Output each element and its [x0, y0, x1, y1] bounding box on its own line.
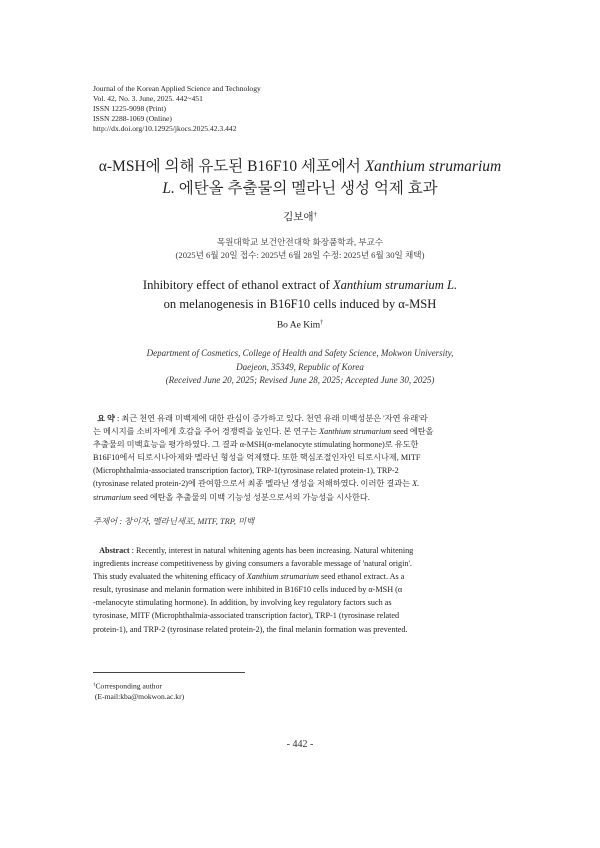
page-number: - 442 - [286, 739, 314, 750]
journal-info [93, 84, 261, 134]
english-abstract [93, 544, 505, 636]
korean-title-species-suffix: L. [162, 180, 175, 197]
english-author [0, 320, 600, 330]
english-title-text-2: on melanogenesis in B16F10 cells induced by α-MSH [163, 297, 437, 311]
english-abstract-line: protein-1), and TRP-2 (tyrosinase related protein-2), the final melanin formation was prevented. [93, 624, 408, 634]
korean-title-text-2: 에탄올 추출물의 멜라닌 생성 억제 효과 [174, 180, 438, 197]
english-author-mark: † [320, 320, 324, 326]
english-dates: (Received June 20, 2025; Revised June 28, 2025; Accepted June 30, 2025) [165, 375, 435, 385]
korean-abstract-line: seed 에탄올 [391, 427, 434, 437]
korean-abstract-species: Xanthium strumarium [319, 427, 392, 437]
journal-issn-print: ISSN 1225-9098 (Print) [93, 104, 166, 113]
english-affiliation-1: Department of Cosmetics, College of Health and Safety Science, Mokwon University, [146, 348, 454, 358]
korean-abstract-label: 요 약 [97, 414, 115, 423]
english-abstract-line: ingredients increase competitiveness by giving consumers a favorable message of 'natural origin'. [93, 559, 412, 569]
english-abstract-line: -melanocyte stimulating hormone). In addition, by involving key regulatory factors such as [93, 598, 392, 608]
english-abstract-species: Xanthium strumarium [246, 572, 319, 582]
korean-abstract-line: seed 에탄올 추출물의 미백 기능성 성분으로서의 가능성을 시사한다. [131, 492, 370, 502]
korean-abstract-line: (tyrosinase related protein-2)에 관여함으로서 최종 멜라닌 생성을 저해하였다. 이러한 결과는 [93, 479, 413, 489]
english-author-name: Bo Ae Kim [276, 320, 321, 331]
korean-keywords: 주제어 : 창이자, 멜라닌세포, MITF, TRP, 미백 [93, 517, 255, 526]
korean-dates: (2025년 6월 20일 접수: 2025년 6월 28일 수정: 2025년 6월 30일 채택) [175, 250, 425, 260]
journal-name: Journal of the Korean Applied Science and Technology [93, 84, 261, 93]
korean-affiliation: 목원대학교 보건안전대학 화장품학과, 부교수 [216, 237, 384, 247]
footnote-divider [93, 672, 245, 673]
journal-issn-online: ISSN 2288-1069 (Online) [93, 114, 172, 123]
korean-abstract-species: X. [412, 479, 420, 489]
korean-abstract-line: 는 메시지를 소비자에게 호감을 주어 경쟁력을 높인다. 본 연구는 [93, 427, 320, 437]
footnote-mark: † [93, 683, 96, 688]
footnote [93, 681, 184, 703]
korean-abstract-line: B16F10에서 티로시나아제와 멜라닌 형성을 억제했다. 또한 핵심조절인자인 티로시나제, MITF [93, 453, 421, 463]
english-abstract-label: Abstract [99, 546, 130, 555]
korean-abstract-line: 추출물의 미백효능을 평가하였다. 그 결과 α-MSH(α-melanocyte stimulating hormone)로 유도한 [93, 440, 419, 450]
korean-title-species: Xanthium strumarium [364, 158, 502, 175]
korean-author [0, 209, 600, 224]
english-abstract-line: This study evaluated the whitening efficacy of [93, 572, 247, 582]
footnote-email[interactable]: (E-mail:kba@mokwon.ac.kr) [94, 692, 185, 702]
footnote-label: Corresponding author [95, 681, 162, 691]
english-title-species: Xanthium strumarium L. [332, 278, 458, 292]
korean-abstract [93, 412, 505, 504]
korean-abstract-line: (Microphthalmia-associated transcription factor), TRP-1(tyrosinase related protein-1), TRP-2 [93, 466, 399, 476]
korean-author-name: 김보애 [283, 212, 314, 223]
korean-title-text-1: α-MSH에 의해 유도된 B16F10 세포에서 [98, 158, 365, 175]
english-abstract-line: seed ethanol extract. As a [318, 572, 405, 582]
korean-abstract-separator: : [114, 414, 122, 423]
korean-abstract-line: 최근 천연 유래 미백제에 대한 관심이 증가하고 있다. 천연 유래 미백성분은 '자연 유래'라 [121, 414, 428, 423]
korean-title [60, 156, 540, 200]
english-affiliation-block [0, 347, 600, 388]
journal-doi[interactable]: http://dx.doi.org/10.12925/jkocs.2025.42.3.442 [93, 124, 237, 133]
english-title [60, 276, 540, 314]
english-abstract-line: result, tyrosinase and melanin formation were inhibited in B16F10 cells induced by α-MSH (α [93, 585, 403, 595]
korean-author-mark: † [313, 211, 317, 219]
korean-affiliation-block [0, 236, 600, 262]
korean-abstract-species: strumarium [93, 492, 132, 502]
english-affiliation-2: Daejeon, 35349, Republic of Korea [236, 361, 364, 372]
english-abstract-line: : Recently, interest in natural whitening agents has been increasing. Natural whitening [129, 546, 414, 555]
english-title-text-1: Inhibitory effect of ethanol extract of [142, 278, 333, 292]
english-abstract-line: tyrosinase, MITF (Microphthalmia-associated transcription factor), TRP-1 (tyrosinase related [93, 611, 400, 621]
journal-volume: Vol. 42, No. 3. June, 2025. 442~451 [93, 94, 203, 103]
